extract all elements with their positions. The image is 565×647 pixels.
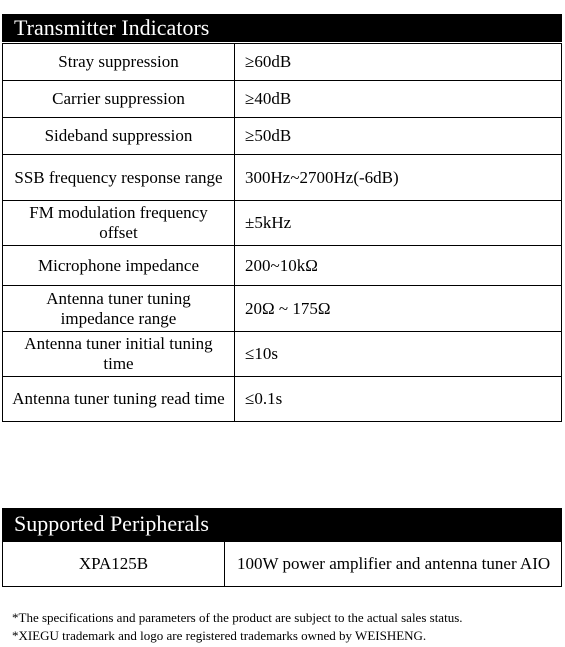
table-row xyxy=(3,201,562,246)
spec-label: SSB frequency response range xyxy=(3,155,235,201)
spec-value: ≥40dB xyxy=(235,81,562,118)
spec-label: Microphone impedance xyxy=(3,246,235,286)
spec-label: Carrier suppression xyxy=(3,81,235,118)
spec-value: 300Hz~2700Hz(-6dB) xyxy=(235,155,562,201)
spec-label: FM modulation frequency offset xyxy=(3,201,235,246)
spec-label: Sideband suppression xyxy=(3,118,235,155)
table-row xyxy=(3,332,562,377)
transmitter-indicators-table xyxy=(2,43,562,422)
table-row xyxy=(3,155,562,201)
peripheral-description: 100W power amplifier and antenna tuner AIO xyxy=(225,542,562,587)
table-row xyxy=(3,118,562,155)
spec-value: ±5kHz xyxy=(235,201,562,246)
spec-label: Antenna tuner initial tuning time xyxy=(3,332,235,377)
spec-value: 200~10kΩ xyxy=(235,246,562,286)
peripheral-name: XPA125B xyxy=(3,542,225,587)
spec-value: 20Ω ~ 175Ω xyxy=(235,286,562,332)
spec-value: ≥50dB xyxy=(235,118,562,155)
footnote: *The specifications and parameters of the product are subject to the actual sales status. xyxy=(12,610,463,625)
table-row xyxy=(3,246,562,286)
spec-value: ≤0.1s xyxy=(235,377,562,422)
table-row xyxy=(3,542,562,587)
table-row xyxy=(3,81,562,118)
table-row xyxy=(3,286,562,332)
spec-value: ≥60dB xyxy=(235,44,562,81)
spec-label: Stray suppression xyxy=(3,44,235,81)
spec-label: Antenna tuner tuning impedance range xyxy=(3,286,235,332)
footnote: *XIEGU trademark and logo are registered trademarks owned by WEISHENG. xyxy=(12,628,427,643)
transmitter-indicators-header: Transmitter Indicators xyxy=(2,14,562,42)
supported-peripherals-header: Supported Peripherals xyxy=(2,508,562,541)
table-row xyxy=(3,44,562,81)
supported-peripherals-table xyxy=(2,541,562,587)
table-row xyxy=(3,377,562,422)
spec-value: ≤10s xyxy=(235,332,562,377)
spec-label: Antenna tuner tuning read time xyxy=(3,377,235,422)
footnotes xyxy=(12,609,463,645)
